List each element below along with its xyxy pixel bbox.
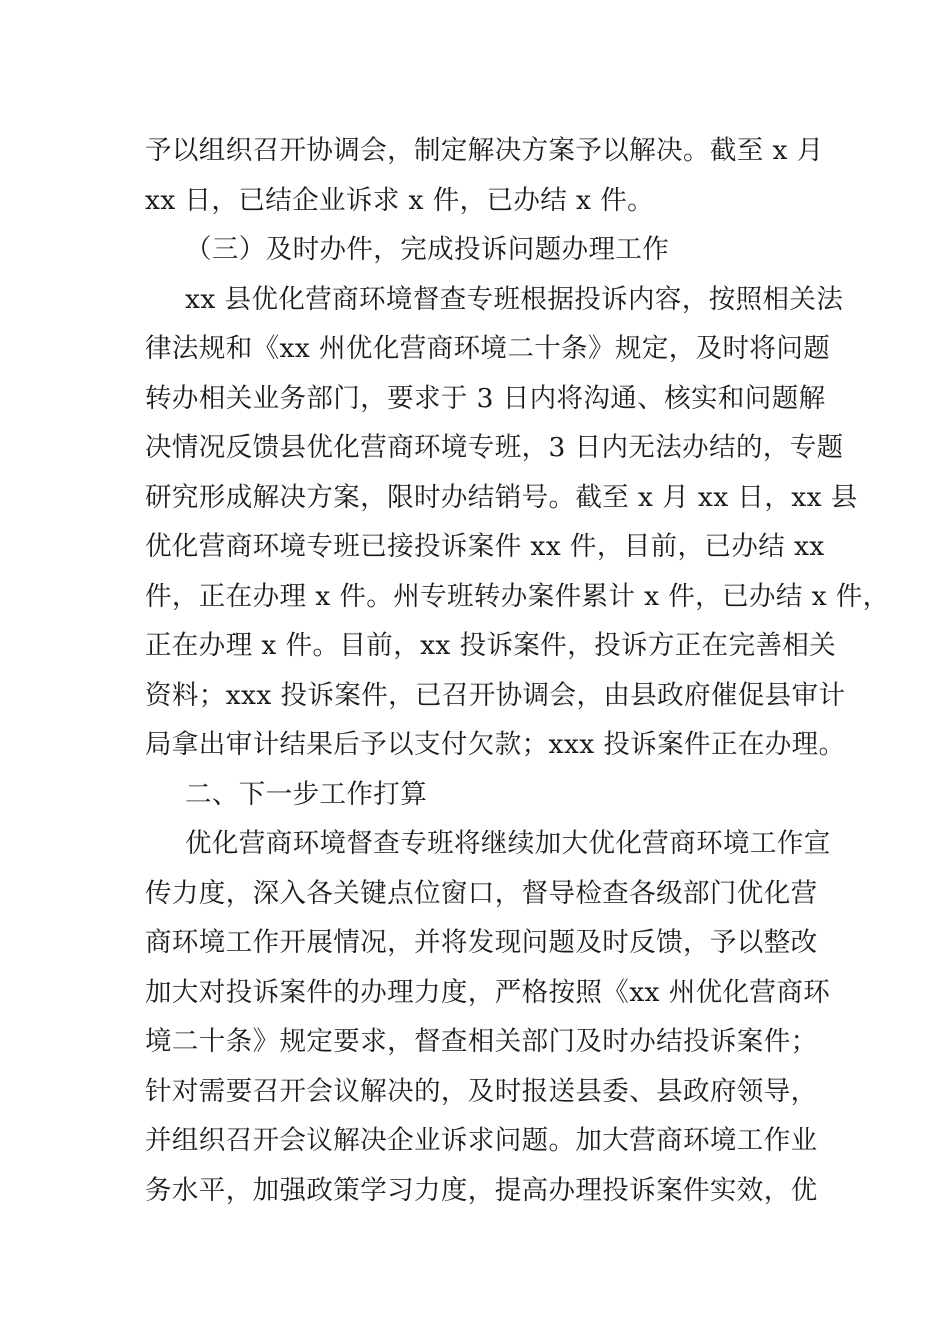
text-line: 正在办理 x 件。目前，xx 投诉案件，投诉方正在完善相关 — [145, 630, 837, 661]
text-line: 律法规和《xx 州优化营商环境二十条》规定，及时将问题 — [145, 333, 831, 364]
text-line: 传力度，深入各关键点位窗口，督导检查各级部门优化营 — [145, 877, 818, 909]
text-line: 决情况反馈县优化营商环境专班，3 日内无法办结的，专题 — [145, 432, 844, 463]
text-line: 转办相关业务部门，要求于 3 日内将沟通、核实和问题解 — [145, 382, 826, 414]
text-line: 加大对投诉案件的办理力度，严格按照《xx 州优化营商环 — [145, 976, 831, 1008]
text-line: xx 日，已结企业诉求 x 件，已办结 x 件。 — [145, 184, 654, 216]
text-line: 予以组织召开协调会，制定解决方案予以解决。截至 x 月 — [145, 135, 824, 166]
text-line: 研究形成解决方案，限时办结销号。截至 x 月 xx 日，xx 县 — [145, 481, 858, 513]
text-line: 优化营商环境督查专班将继续加大优化营商环境工作宣 — [185, 828, 831, 859]
section-heading: （三）及时办件，完成投诉问题办理工作 — [185, 234, 670, 265]
text-line: 件，正在办理 x 件。州专班转办案件累计 x 件，已办结 x 件， — [145, 580, 890, 612]
text-line: 境二十条》规定要求，督查相关部门及时办结投诉案件； — [145, 1026, 818, 1057]
body-text — [145, 126, 890, 1215]
text-line: 局拿出审计结果后予以支付欠款；xxx 投诉案件正在办理。 — [145, 729, 846, 760]
text-line: 并组织召开会议解决企业诉求问题。加大营商环境工作业 — [145, 1125, 818, 1156]
text-line: xx 县优化营商环境督查专班根据投诉内容，按照相关法 — [185, 283, 844, 315]
text-line: 务水平，加强政策学习力度，提高办理投诉案件实效，优 — [145, 1174, 818, 1206]
text-line: 优化营商环境专班已接投诉案件 xx 件，目前，已办结 xx — [145, 531, 825, 562]
text-line: 资料；xxx 投诉案件，已召开协调会，由县政府催促县审计 — [145, 679, 846, 711]
section-heading: 二、下一步工作打算 — [185, 778, 428, 810]
text-line: 商环境工作开展情况，并将发现问题及时反馈，予以整改 — [145, 927, 818, 958]
text-line: 针对需要召开会议解决的，及时报送县委、县政府领导， — [145, 1075, 818, 1107]
